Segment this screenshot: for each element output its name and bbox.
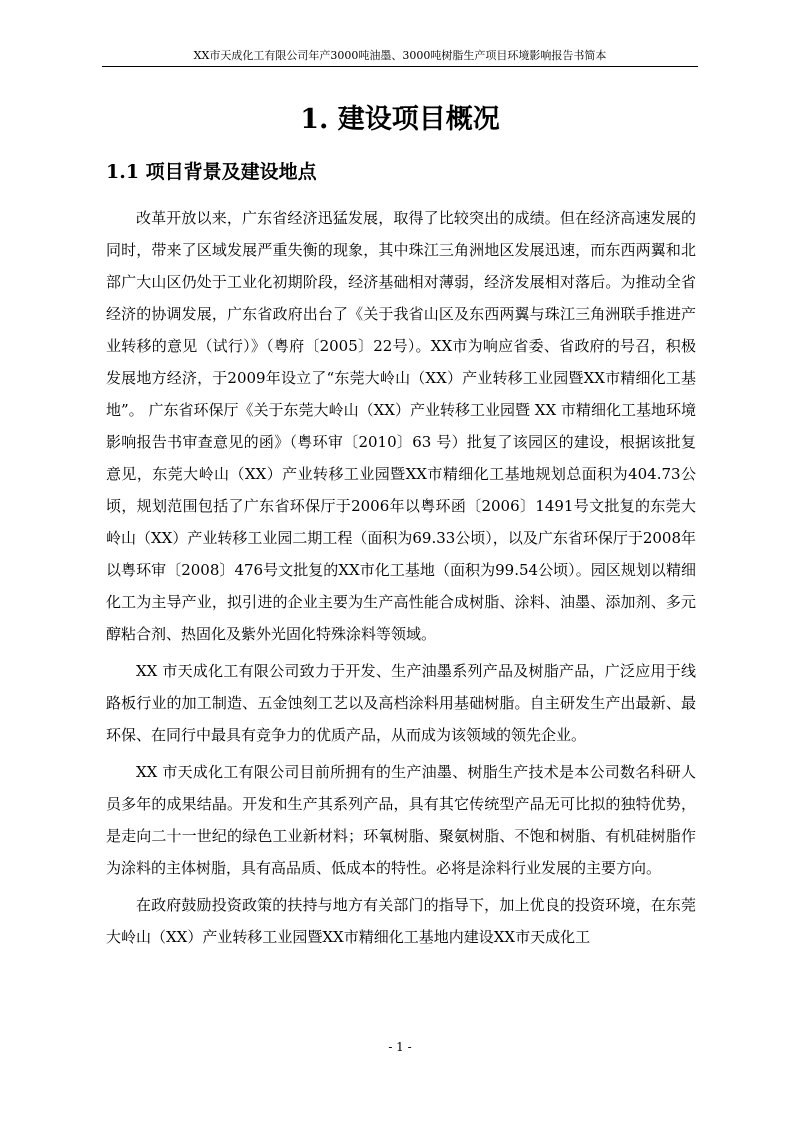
header-divider (102, 66, 698, 67)
running-header: XX市天成化工有限公司年产3000吨油墨、3000吨树脂生产项目环境影响报告书简本 (193, 49, 607, 62)
page-number: - 1 - (388, 1040, 412, 1054)
paragraph-background: 改革开放以来，广东省经济迅猛发展，取得了比较突出的成绩。但在经济高速发展的同时，带来了区域发展严重失衡的现象，其中珠江三角洲地区发展迅速，而东西两翼和北部广大山区仍处于工业化初期阶段，经济基础相对薄弱，经济发展相对落后。为推动全省经济的协调发展，广东省政府出台了《关于我省山区及东西两翼与珠江三角洲联手推进产业转移的意见（试行）》（粤府〔2005〕22号）。XX市为响应省委、省政府的号召，积极发展地方经济，于2009年设立了“东莞大岭山（XX）产业转移工业园暨XX市精细化工基地”。 广东省环保厅《关于东莞大岭山（XX）产业转移工业园暨 XX 市精细化工基地环境影响报告书审查意见的函》（粤环审〔2010〕63 号）批复了该园区的建设，根据该批复意见，东莞大岭山（XX）产业转移工业园暨XX市精细化工基地规划总面积为404.73公顷，规划范围包括了广东省环保厅于2006年以粤环函〔2006〕1491号文批复的东莞大岭山（XX）产业转移工业园二期工程（面积为69.33公顷），以及广东省环保厅于2008年以粤环审〔2008〕476号文批复的XX市化工基地（面积为99.54公顷）。园区规划以精细化工为主导产业，拟引进的企业主要为生产高性能合成树脂、涂料、油墨、添加剂、多元醇粘合剂、热固化及紫外光固化特殊涂料等领域。 (106, 209, 696, 643)
paragraph-investment: 在政府鼓励投资政策的扶持与地方有关部门的指导下，加上优良的投资环境，在东莞大岭山（XX）产业转移工业园暨XX市精细化工基地内建设XX市天成化工 (106, 896, 696, 946)
section-title: 1.1 项目背景及建设地点 (106, 161, 317, 183)
paragraph-technology: XX 市天成化工有限公司目前所拥有的生产油墨、树脂生产技术是本公司数名科研人员多年的成果结晶。开发和生产其系列产品，具有其它传统型产品无可比拟的独特优势，是走向二十一世纪的绿色工业新材料；环氧树脂、聚氨树脂、不饱和树脂、有机硅树脂作为涂料的主体树脂，具有高品质、低成本的特性。必将是涂料行业发展的主要方向。 (106, 763, 696, 877)
chapter-title: 1. 建设项目概况 (300, 104, 500, 135)
body-text (106, 202, 696, 958)
paragraph-company-intro: XX 市天成化工有限公司致力于开发、生产油墨系列产品及树脂产品，广泛应用于线路板行业的加工制造、五金蚀刻工艺以及高档涂料用基础树脂。自主研发生产出最新、最环保、在同行中最具有竞争力的优质产品，从而成为该领域的领先企业。 (106, 662, 696, 744)
